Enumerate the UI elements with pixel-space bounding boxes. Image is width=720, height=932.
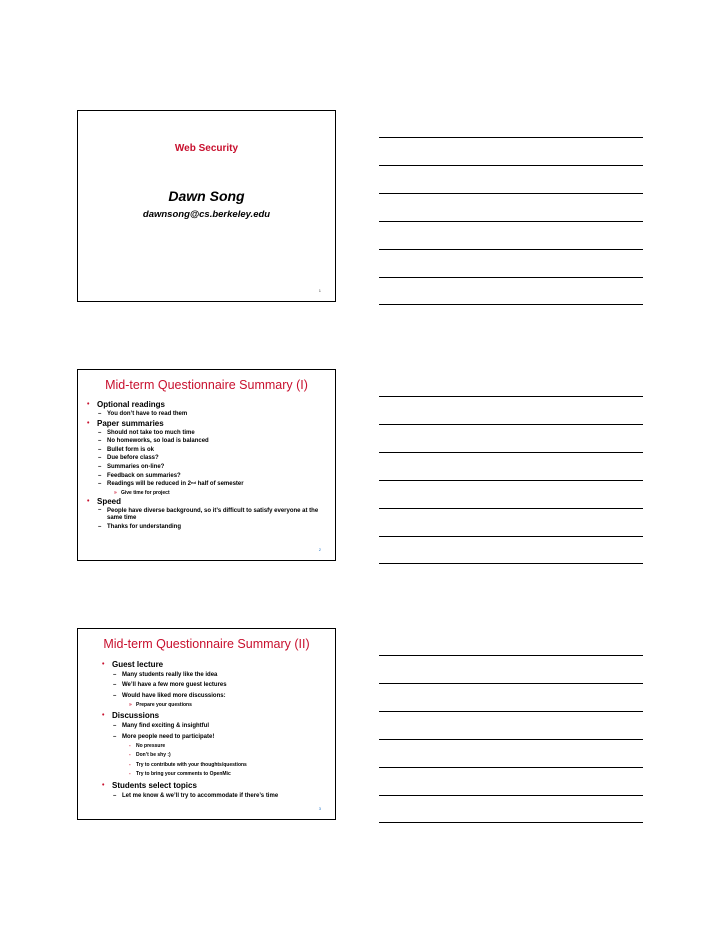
list-item: - No pressure [129,742,166,749]
note-line [379,396,643,397]
note-line [379,563,643,564]
list-item: – Would have liked more discussions: [113,692,226,699]
list-item: – Thanks for understanding [98,523,182,530]
bullet-speed: • Speed [87,496,122,506]
note-line [379,277,643,278]
slide-number: 3 [318,806,321,811]
slide-number: 2 [318,547,321,552]
slide-2-title: Mid-term Questionnaire Summary (I) [105,378,308,392]
note-line [379,739,643,740]
list-item: » Prepare your questions [129,701,192,708]
slide-3-title: Mid-term Questionnaire Summary (II) [103,637,310,651]
bullet-guest-lecture: • Guest lecture [102,660,164,669]
list-item: - Try to contribute with your thoughts/questions [129,761,247,768]
bullet-optional-readings: • Optional readings [87,400,166,409]
note-line [379,249,643,250]
slide-3 [77,628,336,820]
list-item: – People have diverse background, so it’s difficult to satisfy everyone at the same time [98,506,319,521]
note-line [379,655,643,656]
author-name: Dawn Song [168,188,245,204]
note-line [379,508,643,509]
note-line [379,193,643,194]
note-line [379,480,643,481]
note-line [379,822,643,823]
slide-2-bullets [87,400,329,531]
list-item: – We’ll have a few more guest lectures [113,682,227,689]
slide-number: 1 [318,288,321,293]
note-line [379,683,643,684]
slide-3-bullets [102,659,329,801]
list-item: - Try to bring your comments to OpenMic [129,771,231,778]
note-line [379,221,643,222]
bullet-students-select: • Students select topics [102,780,197,790]
note-line [379,536,643,537]
list-item: – Summaries on-line? [98,463,165,470]
note-line [379,711,643,712]
note-line [379,452,643,453]
slide-2 [77,369,336,561]
author-email: dawnsong@cs.berkeley.edu [142,209,271,220]
note-line [379,304,643,305]
note-line [379,165,643,166]
slide-1 [77,110,336,302]
list-item: – Many students really like the idea [113,672,218,678]
note-line [379,137,643,138]
list-item: – Due before class? [98,455,159,462]
list-item: – Readings will be reduced in 2nd half of semester [98,480,244,488]
list-item: – Let me know & we’ll try to accommodate if there’s time [113,792,279,799]
list-item: – No homeworks, so load is balanced [98,438,209,445]
bullet-paper-summaries: • Paper summaries [87,418,164,428]
list-item: – Bullet form is ok [98,446,155,453]
list-item: » Give time for project [114,489,170,496]
bullet-discussions: • Discussions [102,711,160,721]
list-item: - Don’t be shy :) [129,752,171,759]
list-item: – Should not take too much time [98,429,195,436]
list-item: – You don’t have to read them [98,411,188,417]
list-item: – Feedback on summaries? [98,472,181,479]
note-line [379,424,643,425]
slide-1-heading: Web Security [174,143,239,154]
list-item: – Many find exciting & insightful [113,723,209,730]
note-line [379,767,643,768]
note-line [379,795,643,796]
list-item: – More people need to participate! [113,733,215,740]
